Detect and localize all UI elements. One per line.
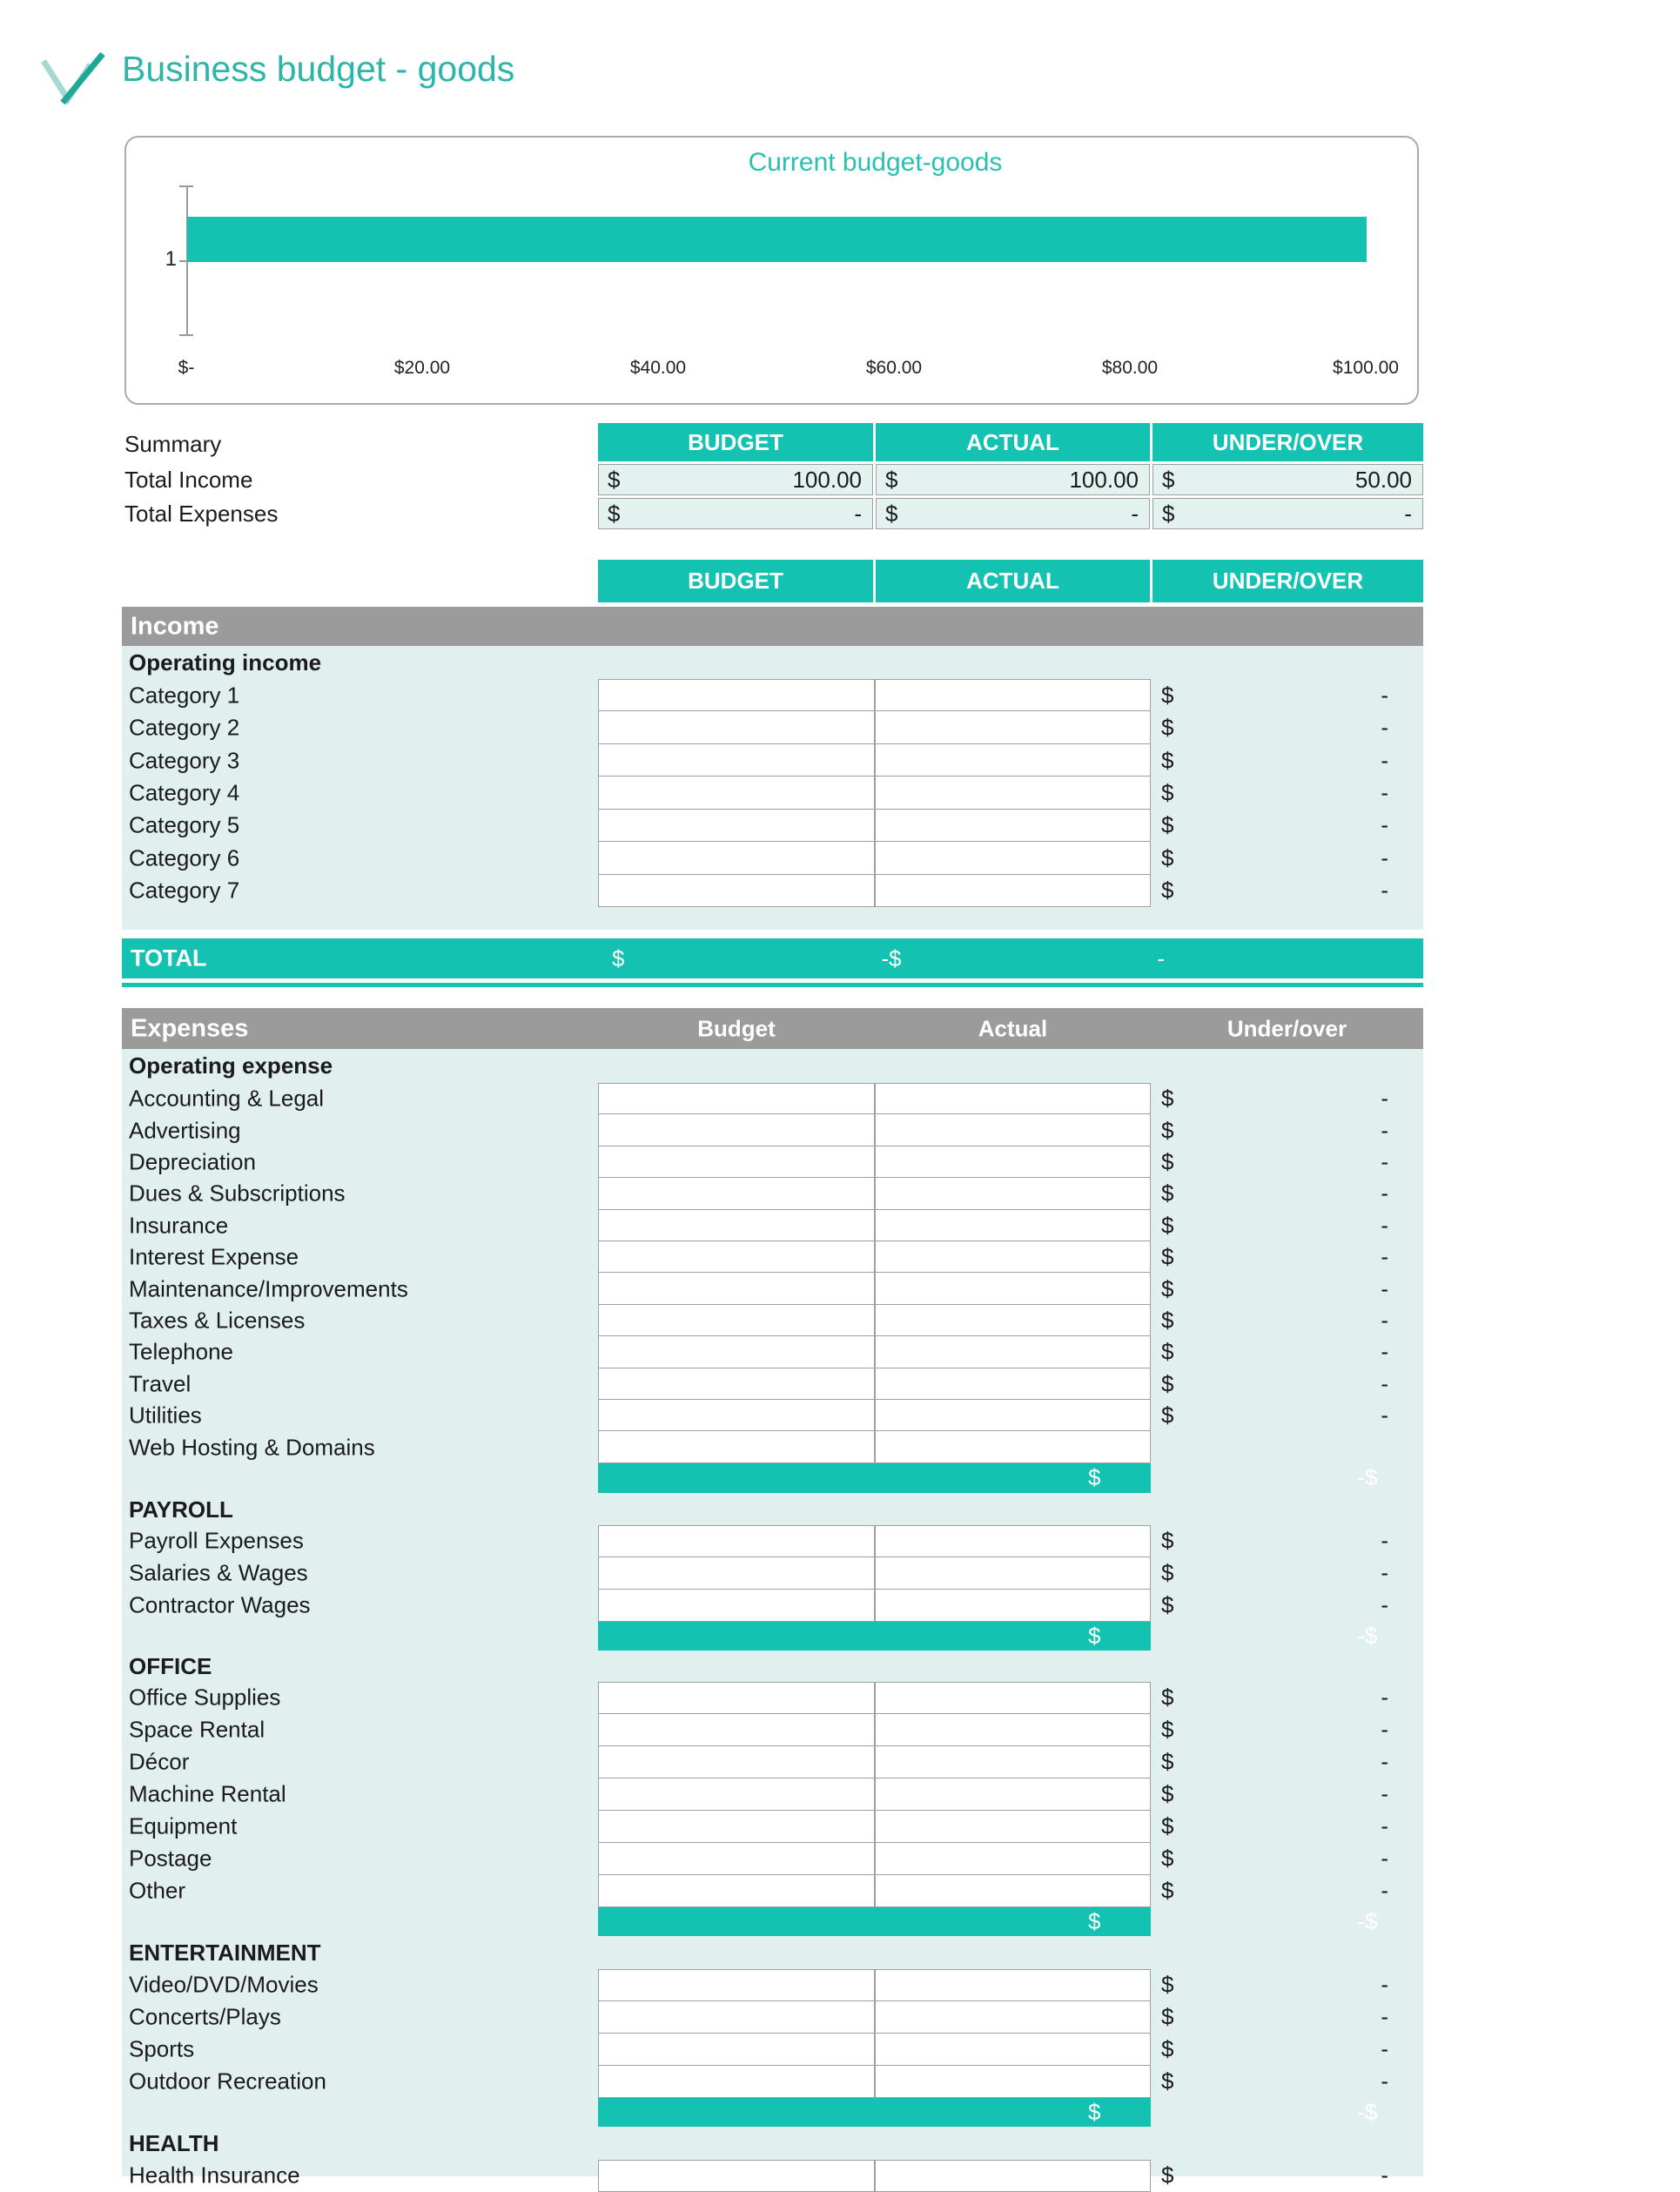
currency-symbol: $ bbox=[1161, 1275, 1174, 1302]
underover-value: - bbox=[1381, 811, 1388, 838]
expense-row bbox=[122, 1811, 1423, 1843]
expense-row bbox=[122, 1431, 1423, 1462]
row-label: Postage bbox=[129, 1845, 212, 1872]
underover-value: - bbox=[1381, 1212, 1388, 1239]
income-section-bar bbox=[122, 607, 1423, 646]
underover-value: - bbox=[1381, 1812, 1388, 1839]
summary-value: 50.00 bbox=[1354, 466, 1412, 493]
underover-value: - bbox=[1381, 1845, 1388, 1872]
summary-cell-underover bbox=[1152, 498, 1423, 529]
currency-symbol: $ bbox=[1161, 1845, 1174, 1872]
row-label: Accounting & Legal bbox=[129, 1085, 325, 1112]
budget-input-cell[interactable] bbox=[598, 2034, 875, 2066]
income-header: BUDGET bbox=[598, 560, 873, 602]
row-label: Salaries & Wages bbox=[129, 1559, 308, 1586]
expense-row bbox=[122, 2034, 1423, 2066]
actual-input-cell[interactable] bbox=[875, 875, 1151, 907]
currency-symbol: $ bbox=[1161, 1085, 1174, 1112]
income-row bbox=[122, 679, 1423, 711]
underover-value: - bbox=[1381, 1243, 1388, 1270]
chart-x-tick-label: $100.00 bbox=[1333, 358, 1399, 378]
row-label: Travel bbox=[129, 1370, 192, 1397]
actual-input-cell[interactable] bbox=[875, 1178, 1151, 1209]
underover-value: - bbox=[1381, 1748, 1388, 1775]
underover-value: - bbox=[1381, 1591, 1388, 1618]
currency-symbol: $ bbox=[1161, 1338, 1174, 1365]
expense-group-heading: Operating expense bbox=[129, 1052, 333, 1079]
underover-value: - bbox=[1381, 1307, 1388, 1334]
expenses-panel bbox=[122, 1049, 1641, 2189]
currency-symbol: $ bbox=[1161, 1877, 1174, 1904]
currency-symbol: $ bbox=[1161, 1307, 1174, 1334]
budget-input-cell[interactable] bbox=[598, 1969, 875, 2001]
budget-input-cell[interactable] bbox=[598, 810, 875, 842]
subtotal-value: - bbox=[1357, 1907, 1365, 1934]
currency-symbol: $ bbox=[1162, 500, 1175, 527]
chart-title: Current budget-goods bbox=[748, 148, 1003, 177]
row-label: Category 1 bbox=[129, 682, 240, 709]
row-label: Category 3 bbox=[129, 747, 240, 774]
expense-group-heading: PAYROLL bbox=[129, 1496, 233, 1523]
actual-input-cell[interactable] bbox=[875, 1431, 1151, 1462]
underover-value: - bbox=[1381, 1338, 1388, 1365]
budget-input-cell[interactable] bbox=[598, 842, 875, 874]
budget-input-cell[interactable] bbox=[598, 1590, 875, 1622]
row-label: Video/DVD/Movies bbox=[129, 1971, 319, 1998]
row-label: Utilities bbox=[129, 1402, 202, 1429]
subtotal-bar bbox=[598, 2098, 1641, 2127]
expenses-section-bar bbox=[122, 1008, 1423, 1049]
currency-symbol: $ bbox=[1161, 1812, 1174, 1839]
actual-input-cell[interactable] bbox=[875, 1273, 1151, 1304]
underover-value: - bbox=[1381, 747, 1388, 774]
expense-group-heading: OFFICE bbox=[129, 1653, 212, 1680]
row-label: Advertising bbox=[129, 1117, 241, 1144]
actual-input-cell[interactable] bbox=[875, 1557, 1151, 1590]
currency-symbol: $ bbox=[1162, 466, 1175, 493]
underover-value: - bbox=[1381, 1716, 1388, 1743]
row-label: Décor bbox=[129, 1748, 190, 1775]
currency-symbol: $ bbox=[1088, 1622, 1101, 1649]
budget-input-cell[interactable] bbox=[598, 1400, 875, 1431]
budget-input-cell[interactable] bbox=[598, 1305, 875, 1336]
budget-input-cell[interactable] bbox=[598, 1431, 875, 1462]
row-label: Dues & Subscriptions bbox=[129, 1180, 346, 1207]
actual-input-cell[interactable] bbox=[875, 1843, 1151, 1875]
actual-input-cell[interactable] bbox=[875, 2160, 1151, 2192]
currency-symbol: $ bbox=[612, 945, 625, 972]
budget-input-cell[interactable] bbox=[598, 2160, 875, 2192]
summary-value: 100.00 bbox=[792, 466, 862, 493]
currency-symbol: $ bbox=[1365, 1622, 1378, 1649]
currency-symbol: $ bbox=[1161, 1971, 1174, 1998]
currency-symbol: $ bbox=[1161, 1716, 1174, 1743]
budget-input-cell[interactable] bbox=[598, 744, 875, 777]
summary-row-label: Total Income bbox=[124, 467, 253, 493]
currency-symbol: $ bbox=[1161, 1117, 1174, 1144]
income-total-label: TOTAL bbox=[131, 945, 207, 972]
budget-input-cell[interactable] bbox=[598, 875, 875, 907]
row-label: Payroll Expenses bbox=[129, 1527, 304, 1554]
actual-input-cell[interactable] bbox=[875, 1811, 1151, 1843]
currency-symbol: $ bbox=[1161, 747, 1174, 774]
currency-symbol: $ bbox=[1161, 779, 1174, 806]
summary-cell-budget bbox=[598, 498, 873, 529]
row-label: Category 2 bbox=[129, 714, 240, 741]
budget-input-cell[interactable] bbox=[598, 1557, 875, 1590]
actual-input-cell[interactable] bbox=[875, 1336, 1151, 1368]
expenses-header: Budget bbox=[697, 1015, 776, 1041]
subtotal-actual bbox=[1351, 1463, 1680, 1493]
currency-symbol: $ bbox=[1161, 844, 1174, 871]
subtotal-actual bbox=[1351, 1907, 1680, 1936]
underover-value: - bbox=[1381, 1180, 1388, 1207]
summary-header: UNDER/OVER bbox=[1152, 423, 1423, 461]
currency-symbol: $ bbox=[889, 945, 902, 972]
budget-input-cell[interactable] bbox=[598, 1178, 875, 1209]
actual-input-cell[interactable] bbox=[875, 1083, 1151, 1114]
income-total-underline bbox=[122, 983, 1423, 987]
underover-value: - bbox=[1381, 1117, 1388, 1144]
budget-input-cell[interactable] bbox=[598, 1746, 875, 1778]
underover-value: - bbox=[1381, 1780, 1388, 1807]
expenses-section-label: Expenses bbox=[131, 1014, 249, 1042]
underover-value: - bbox=[1381, 1148, 1388, 1175]
summary-value: 100.00 bbox=[1069, 466, 1139, 493]
row-label: Maintenance/Improvements bbox=[129, 1275, 408, 1302]
summary-header: BUDGET bbox=[598, 423, 873, 461]
row-label: Category 6 bbox=[129, 844, 240, 871]
currency-symbol: $ bbox=[1161, 811, 1174, 838]
budget-input-cell[interactable] bbox=[598, 1083, 875, 1114]
summary-value: - bbox=[854, 500, 862, 527]
actual-input-cell[interactable] bbox=[875, 1746, 1151, 1778]
row-label: Outdoor Recreation bbox=[129, 2068, 326, 2095]
currency-symbol: $ bbox=[885, 500, 898, 527]
chart-x-tick-label: $80.00 bbox=[1101, 358, 1159, 378]
expense-row bbox=[122, 1557, 1423, 1590]
actual-input-cell[interactable] bbox=[875, 1714, 1151, 1746]
subtotal-row bbox=[122, 2098, 1641, 2128]
budget-chart bbox=[124, 136, 1419, 405]
budget-input-cell[interactable] bbox=[598, 1336, 875, 1368]
chart-x-tick-label: $60.00 bbox=[865, 358, 923, 378]
currency-symbol: $ bbox=[1161, 1402, 1174, 1429]
summary-row-label: Total Expenses bbox=[124, 501, 279, 527]
income-row bbox=[122, 744, 1423, 777]
income-panel bbox=[122, 646, 1423, 930]
budget-input-cell[interactable] bbox=[598, 2066, 875, 2098]
subtotal-bar bbox=[598, 1463, 1641, 1493]
vertex-logo-icon bbox=[37, 47, 110, 106]
budget-input-cell[interactable] bbox=[598, 1241, 875, 1273]
actual-input-cell[interactable] bbox=[875, 1778, 1151, 1811]
actual-input-cell[interactable] bbox=[875, 810, 1151, 842]
row-label: Category 7 bbox=[129, 877, 240, 904]
expense-row bbox=[122, 1241, 1423, 1273]
underover-value: - bbox=[1381, 2162, 1388, 2189]
budget-input-cell[interactable] bbox=[598, 1714, 875, 1746]
subtotal-row bbox=[122, 1463, 1641, 1495]
chart-x-tick-label: $- bbox=[178, 358, 195, 378]
actual-input-cell[interactable] bbox=[875, 777, 1151, 809]
currency-symbol: $ bbox=[1161, 1180, 1174, 1207]
row-label: Space Rental bbox=[129, 1716, 265, 1743]
expense-row bbox=[122, 2066, 1423, 2098]
underover-value: - bbox=[1381, 714, 1388, 741]
budget-input-cell[interactable] bbox=[598, 1525, 875, 1557]
row-label: Office Supplies bbox=[129, 1684, 281, 1711]
subtotal-value: - bbox=[1633, 1907, 1641, 1934]
currency-symbol: $ bbox=[1365, 1907, 1378, 1934]
underover-value: - bbox=[1381, 844, 1388, 871]
budget-input-cell[interactable] bbox=[598, 679, 875, 711]
expense-row bbox=[122, 2001, 1423, 2034]
income-total-value: - bbox=[1157, 945, 1165, 972]
currency-symbol: $ bbox=[1161, 1370, 1174, 1397]
underover-value: - bbox=[1381, 877, 1388, 904]
expense-row bbox=[122, 1305, 1423, 1336]
expense-row bbox=[122, 1210, 1423, 1241]
subtotal-actual bbox=[1351, 2098, 1680, 2127]
income-total-value: - bbox=[881, 945, 889, 972]
summary-header: ACTUAL bbox=[876, 423, 1150, 461]
budget-input-cell[interactable] bbox=[598, 777, 875, 809]
expense-row bbox=[122, 1083, 1423, 1114]
row-label: Health Insurance bbox=[129, 2162, 300, 2189]
expenses-header: Under/over bbox=[1226, 1015, 1347, 1041]
budget-input-cell[interactable] bbox=[598, 1682, 875, 1714]
row-label: Concerts/Plays bbox=[129, 2003, 281, 2030]
actual-input-cell[interactable] bbox=[875, 1114, 1151, 1146]
expense-row bbox=[122, 1682, 1423, 1714]
subtotal-bar bbox=[598, 1907, 1641, 1936]
actual-input-cell[interactable] bbox=[875, 1525, 1151, 1557]
actual-input-cell[interactable] bbox=[875, 1590, 1151, 1622]
actual-input-cell[interactable] bbox=[875, 2034, 1151, 2066]
actual-input-cell[interactable] bbox=[875, 2066, 1151, 2098]
row-label: Contractor Wages bbox=[129, 1591, 311, 1618]
currency-symbol: $ bbox=[1161, 1243, 1174, 1270]
actual-input-cell[interactable] bbox=[875, 1400, 1151, 1431]
expense-group-heading: ENTERTAINMENT bbox=[129, 1940, 321, 1967]
row-label: Sports bbox=[129, 2035, 195, 2062]
underover-value: - bbox=[1381, 1085, 1388, 1112]
actual-input-cell[interactable] bbox=[875, 2001, 1151, 2034]
underover-value: - bbox=[1381, 1370, 1388, 1397]
currency-symbol: $ bbox=[1365, 1464, 1378, 1491]
chart-x-tick-label: $40.00 bbox=[629, 358, 687, 378]
currency-symbol: $ bbox=[1161, 2035, 1174, 2062]
actual-input-cell[interactable] bbox=[875, 1146, 1151, 1178]
currency-symbol: $ bbox=[1161, 1212, 1174, 1239]
actual-input-cell[interactable] bbox=[875, 1969, 1151, 2001]
underover-value: - bbox=[1381, 2068, 1388, 2095]
currency-symbol: $ bbox=[1161, 1591, 1174, 1618]
actual-input-cell[interactable] bbox=[875, 1305, 1151, 1336]
underover-value: - bbox=[1381, 2035, 1388, 2062]
row-label: Telephone bbox=[129, 1338, 233, 1365]
expense-row bbox=[122, 1525, 1423, 1557]
subtotal-value: - bbox=[1357, 1622, 1365, 1649]
subtotal-row bbox=[122, 1907, 1641, 1938]
expense-row bbox=[122, 1746, 1423, 1778]
expense-group-heading: HEALTH bbox=[129, 2130, 219, 2157]
actual-input-cell[interactable] bbox=[875, 1875, 1151, 1907]
expense-row bbox=[122, 1146, 1423, 1178]
income-header: ACTUAL bbox=[876, 560, 1150, 602]
summary-cell-actual bbox=[876, 464, 1150, 495]
subtotal-value: - bbox=[1357, 1464, 1365, 1491]
currency-symbol: $ bbox=[885, 466, 898, 493]
currency-symbol: $ bbox=[1161, 2162, 1174, 2189]
summary-value: - bbox=[1404, 500, 1412, 527]
currency-symbol: $ bbox=[1365, 2098, 1378, 2125]
row-label: Web Hosting & Domains bbox=[129, 1434, 375, 1461]
expense-row bbox=[122, 1875, 1423, 1907]
actual-input-cell[interactable] bbox=[875, 1210, 1151, 1241]
currency-symbol: $ bbox=[1088, 1464, 1101, 1491]
expense-row bbox=[122, 1336, 1423, 1368]
expense-row bbox=[122, 1273, 1423, 1304]
income-row bbox=[122, 842, 1423, 874]
chart-bar bbox=[187, 217, 1367, 262]
row-label: Depreciation bbox=[129, 1148, 256, 1175]
chart-x-tick-label: $20.00 bbox=[393, 358, 451, 378]
income-row bbox=[122, 810, 1423, 842]
expense-row bbox=[122, 1714, 1423, 1746]
underover-value: - bbox=[1381, 1684, 1388, 1711]
underover-value: - bbox=[1381, 1527, 1388, 1554]
expense-row bbox=[122, 1590, 1423, 1622]
income-header: UNDER/OVER bbox=[1152, 560, 1423, 602]
budget-input-cell[interactable] bbox=[598, 1811, 875, 1843]
summary-label: Summary bbox=[124, 431, 222, 457]
row-label: Category 5 bbox=[129, 811, 240, 838]
currency-symbol: $ bbox=[1161, 1780, 1174, 1807]
budget-input-cell[interactable] bbox=[598, 1778, 875, 1811]
subtotal-value: - bbox=[1633, 2098, 1641, 2125]
subtotal-row bbox=[122, 1622, 1641, 1652]
subtotal-value: - bbox=[1633, 1622, 1641, 1649]
budget-input-cell[interactable] bbox=[598, 711, 875, 743]
currency-symbol: $ bbox=[1161, 1527, 1174, 1554]
summary-cell-underover bbox=[1152, 464, 1423, 495]
currency-symbol: $ bbox=[1161, 682, 1174, 709]
income-row bbox=[122, 777, 1423, 809]
currency-symbol: $ bbox=[1161, 1748, 1174, 1775]
underover-value: - bbox=[1381, 1275, 1388, 1302]
budget-input-cell[interactable] bbox=[598, 1368, 875, 1400]
budget-input-cell[interactable] bbox=[598, 1146, 875, 1178]
actual-input-cell[interactable] bbox=[875, 711, 1151, 743]
underover-value: - bbox=[1381, 1559, 1388, 1586]
currency-symbol: $ bbox=[1161, 1148, 1174, 1175]
chart-y-axis-tick bbox=[179, 185, 193, 187]
currency-symbol: $ bbox=[1088, 1907, 1101, 1934]
currency-symbol: $ bbox=[1161, 1684, 1174, 1711]
expense-row bbox=[122, 2160, 1423, 2192]
expense-row bbox=[122, 1400, 1423, 1431]
expense-row bbox=[122, 1843, 1423, 1875]
budget-input-cell[interactable] bbox=[598, 2001, 875, 2034]
subtotal-bar bbox=[598, 1622, 1641, 1651]
expense-row bbox=[122, 1969, 1423, 2001]
underover-value: - bbox=[1381, 779, 1388, 806]
currency-symbol: $ bbox=[1161, 877, 1174, 904]
currency-symbol: $ bbox=[1161, 1559, 1174, 1586]
row-label: Insurance bbox=[129, 1212, 229, 1239]
summary-cell-actual bbox=[876, 498, 1150, 529]
budget-input-cell[interactable] bbox=[598, 1210, 875, 1241]
budget-input-cell[interactable] bbox=[598, 1843, 875, 1875]
budget-input-cell[interactable] bbox=[598, 1875, 875, 1907]
underover-value: - bbox=[1381, 2003, 1388, 2030]
actual-input-cell[interactable] bbox=[875, 1682, 1151, 1714]
expense-row bbox=[122, 1778, 1423, 1811]
row-label: Machine Rental bbox=[129, 1780, 286, 1807]
budget-input-cell[interactable] bbox=[598, 1273, 875, 1304]
income-row bbox=[122, 711, 1423, 743]
currency-symbol: $ bbox=[1161, 714, 1174, 741]
actual-input-cell[interactable] bbox=[875, 744, 1151, 777]
currency-symbol: $ bbox=[1161, 2003, 1174, 2030]
expense-row bbox=[122, 1178, 1423, 1209]
row-label: Equipment bbox=[129, 1812, 238, 1839]
currency-symbol: $ bbox=[1088, 2098, 1101, 2125]
currency-symbol: $ bbox=[1161, 2068, 1174, 2095]
page-title: Business budget - goods bbox=[122, 49, 515, 89]
expense-row bbox=[122, 1114, 1423, 1146]
underover-value: - bbox=[1381, 682, 1388, 709]
actual-input-cell[interactable] bbox=[875, 1368, 1151, 1400]
summary-value: - bbox=[1131, 500, 1139, 527]
actual-input-cell[interactable] bbox=[875, 1241, 1151, 1273]
income-total-actual bbox=[875, 938, 1204, 978]
chart-y-axis-tick bbox=[179, 334, 193, 336]
operating-income-heading: Operating income bbox=[129, 649, 322, 676]
income-row bbox=[122, 875, 1423, 907]
actual-input-cell[interactable] bbox=[875, 679, 1151, 711]
currency-symbol: $ bbox=[608, 500, 621, 527]
underover-value: - bbox=[1381, 1877, 1388, 1904]
underover-value: - bbox=[1381, 1402, 1388, 1429]
chart-category-label: 1 bbox=[165, 247, 177, 271]
expenses-header: Actual bbox=[978, 1015, 1048, 1041]
income-section-label: Income bbox=[131, 612, 219, 640]
income-total-row bbox=[122, 938, 1423, 978]
row-label: Category 4 bbox=[129, 779, 240, 806]
summary-cell-budget bbox=[598, 464, 873, 495]
row-label: Other bbox=[129, 1877, 186, 1904]
underover-value: - bbox=[1381, 1971, 1388, 1998]
actual-input-cell[interactable] bbox=[875, 842, 1151, 874]
row-label: Interest Expense bbox=[129, 1243, 299, 1270]
subtotal-value: - bbox=[1357, 2098, 1365, 2125]
currency-symbol: $ bbox=[608, 466, 621, 493]
subtotal-value: - bbox=[1633, 1464, 1641, 1491]
subtotal-actual bbox=[1351, 1622, 1680, 1651]
budget-input-cell[interactable] bbox=[598, 1114, 875, 1146]
expense-row bbox=[122, 1368, 1423, 1400]
row-label: Taxes & Licenses bbox=[129, 1307, 306, 1334]
